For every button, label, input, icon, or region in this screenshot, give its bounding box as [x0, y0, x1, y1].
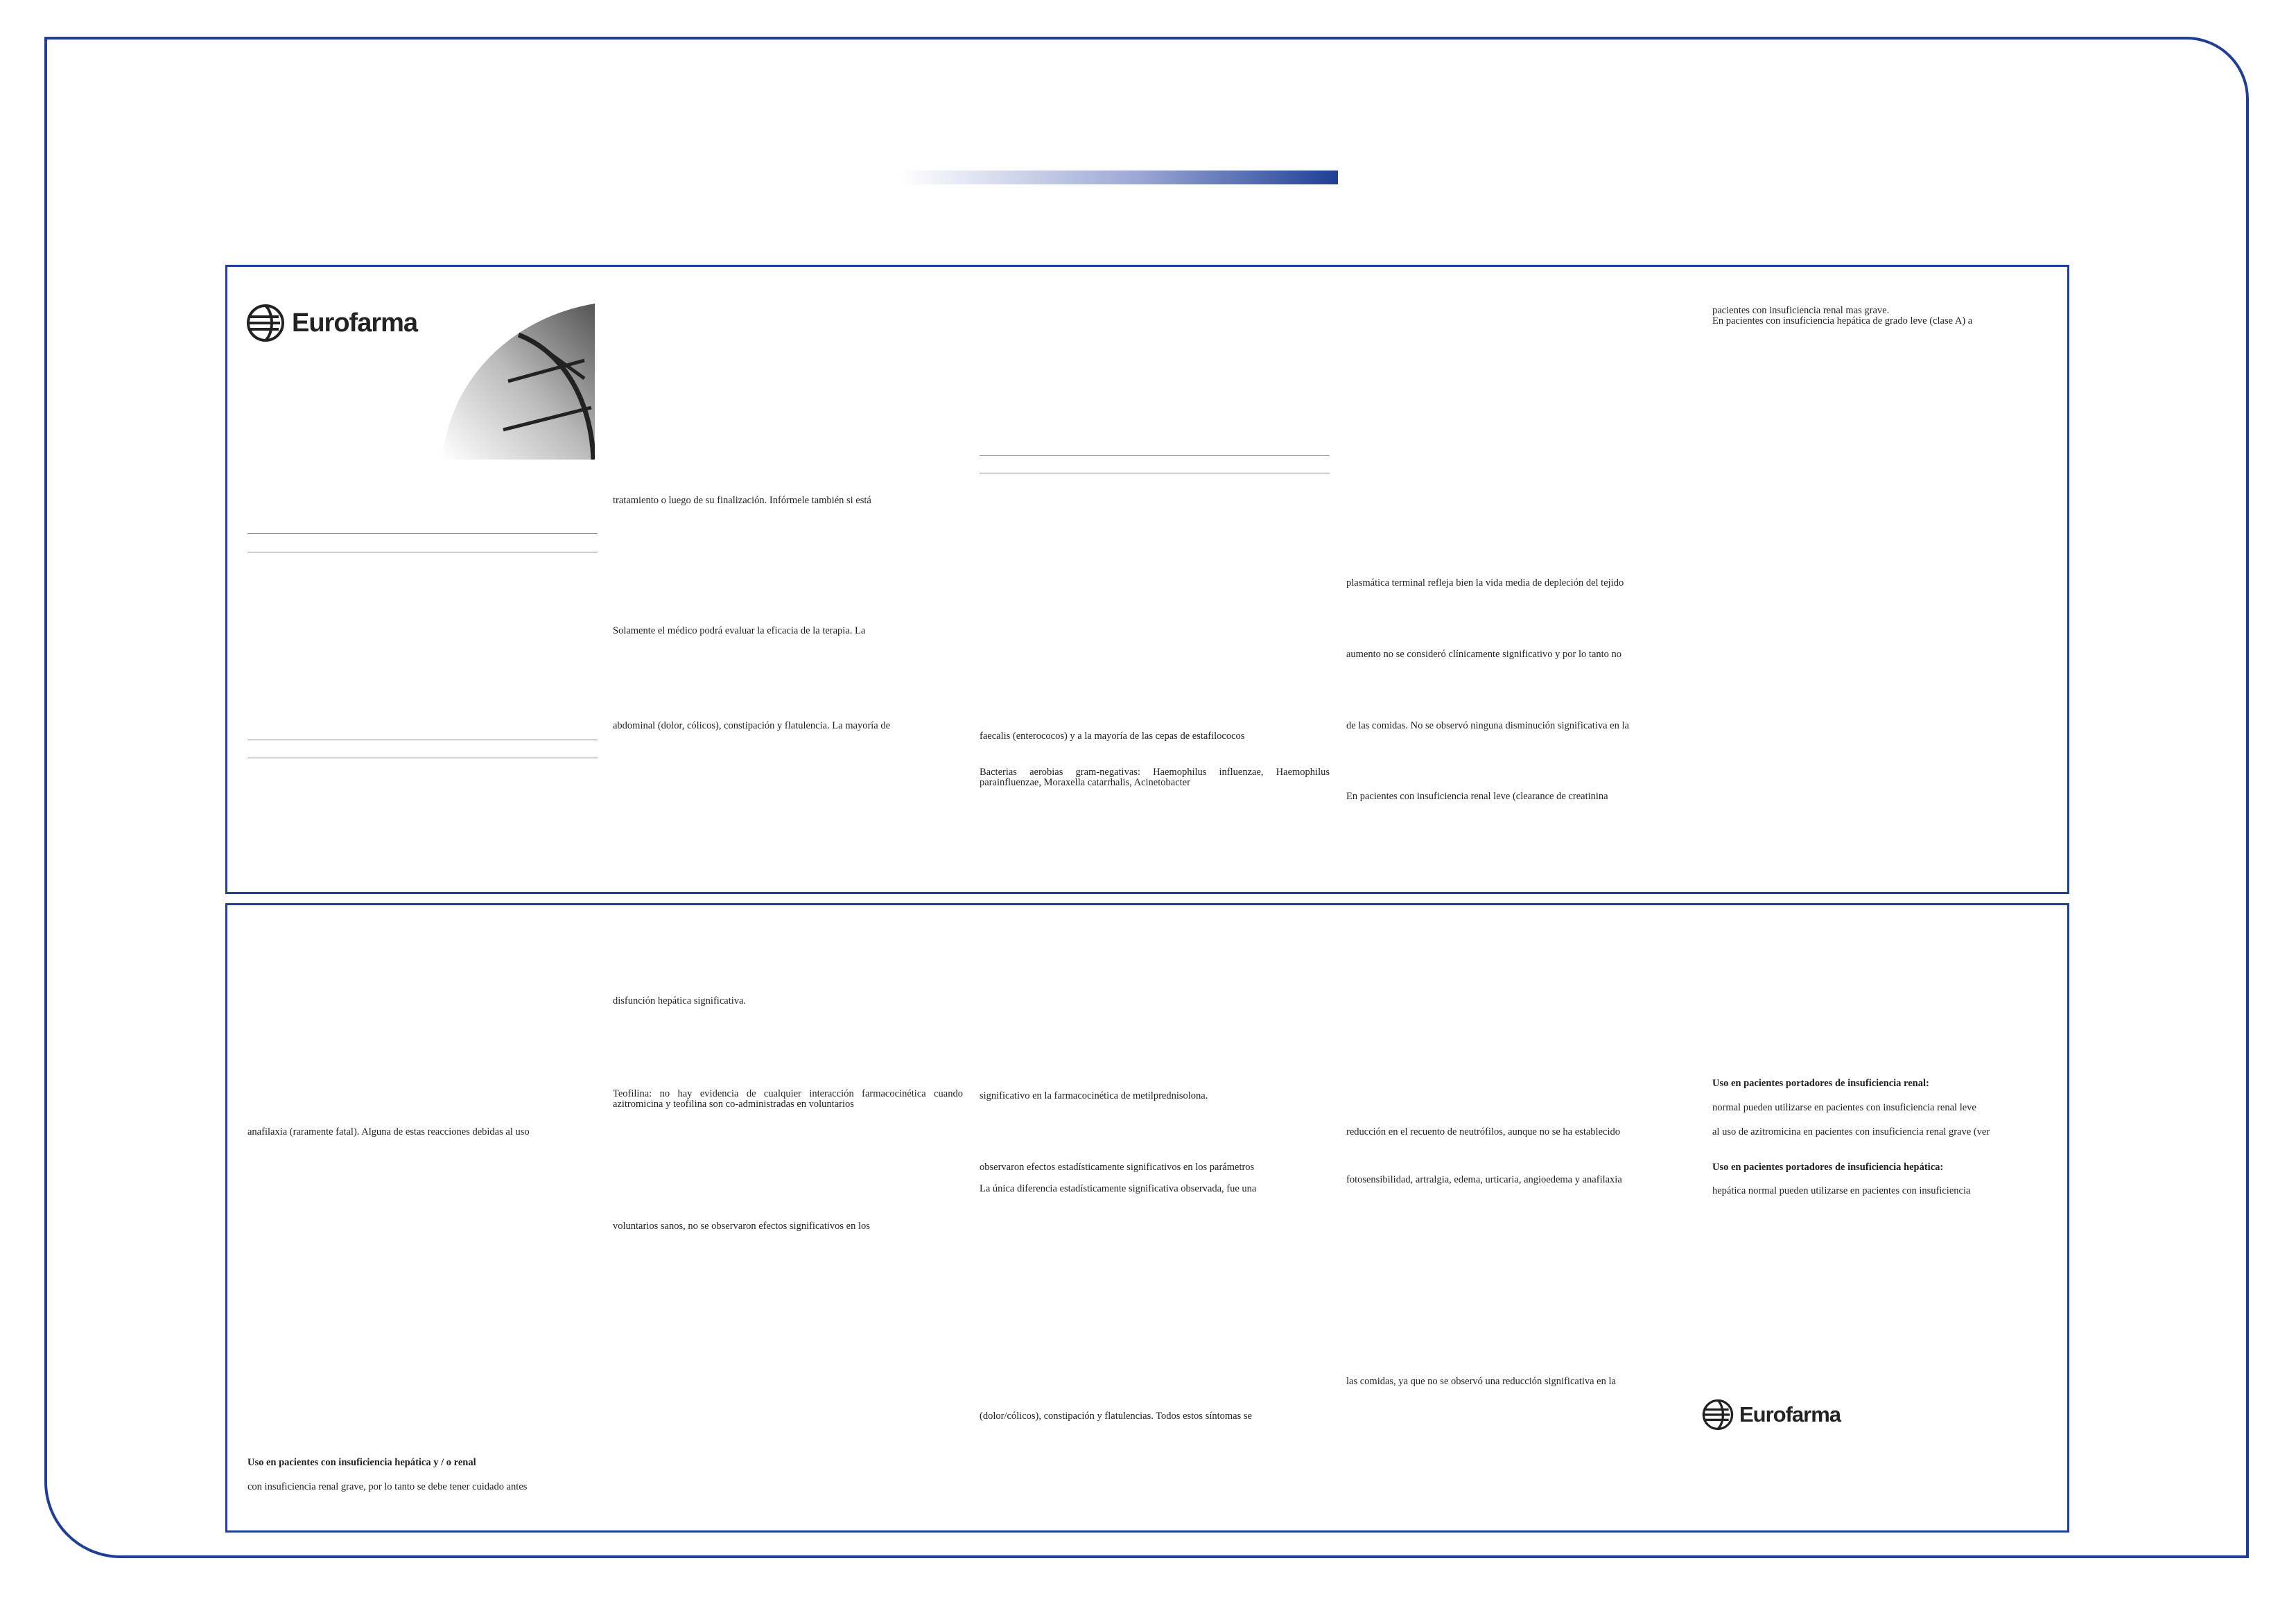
- divider-rule: [247, 533, 598, 534]
- text-line: abdominal (dolor, cólicos), constipación y flatulencia. La mayoría de: [613, 720, 891, 731]
- header-gradient-bar: [901, 171, 1338, 184]
- text-line: faecalis (enterococos) y a la mayoría de las cepas de estafilococos: [980, 731, 1245, 742]
- section-heading: Uso en pacientes portadores de insuficiencia renal:: [1712, 1078, 1929, 1089]
- text-paragraph: Bacterias aerobias gram-negativas: Haemophilus influenzae, Haemophilus parainfluenzae, Moraxella catarrhalis, Acinetobacter: [980, 767, 1330, 788]
- text-line: hepática normal pueden utilizarse en pacientes con insuficiencia: [1712, 1185, 1971, 1196]
- text-line: disfunción hepática significativa.: [613, 995, 747, 1006]
- text-line: anafilaxia (raramente fatal). Alguna de estas reacciones debidas al uso: [247, 1126, 530, 1137]
- eurofarma-logo-top: [246, 304, 417, 342]
- text-line: En pacientes con insuficiencia hepática de grado leve (clase A) a: [1712, 316, 1973, 326]
- text-line: reducción en el recuento de neutrófilos, aunque no se ha establecido: [1346, 1126, 1620, 1137]
- text-line: (dolor/cólicos), constipación y flatulencias. Todos estos síntomas se: [980, 1411, 1252, 1422]
- eurofarma-logo-bottom: [1702, 1399, 1841, 1431]
- text-line: aumento no se consideró clínicamente significativo y por lo tanto no: [1346, 649, 1622, 660]
- text-line: tratamiento o luego de su finalización. Infórmele también si está: [613, 495, 871, 506]
- text-line: La única diferencia estadísticamente significativa observada, fue una: [980, 1183, 1257, 1194]
- text-line: de las comidas. No se observó ninguna disminución significativa en la: [1346, 720, 1629, 731]
- text-line: normal pueden utilizarse en pacientes con insuficiencia renal leve: [1712, 1102, 1976, 1113]
- text-line: En pacientes con insuficiencia renal leve (clearance de creatinina: [1346, 791, 1608, 802]
- text-line: significativo en la farmacocinética de metilprednisolona.: [980, 1090, 1208, 1101]
- section-heading: Uso en pacientes con insuficiencia hepática y / o renal: [247, 1457, 476, 1468]
- text-line: al uso de azitromicina en pacientes con insuficiencia renal grave (ver: [1712, 1126, 1990, 1137]
- bottom-panel: [225, 903, 2069, 1533]
- section-heading: Uso en pacientes portadores de insuficiencia hepática:: [1712, 1162, 1944, 1173]
- eurofarma-globe-icon: [1702, 1399, 1734, 1431]
- logo-wordmark: Eurofarma: [1739, 1402, 1841, 1426]
- text-line: voluntarios sanos, no se observaron efectos significativos en los: [613, 1221, 870, 1232]
- globe-graphic-icon: [442, 304, 595, 460]
- text-line: observaron efectos estadísticamente significativos en los parámetros: [980, 1162, 1255, 1173]
- text-line: plasmática terminal refleja bien la vida media de depleción del tejido: [1346, 577, 1624, 588]
- text-line: las comidas, ya que no se observó una reducción significativa en la: [1346, 1376, 1616, 1387]
- logo-wordmark: Eurofarma: [292, 308, 418, 338]
- divider-rule: [980, 455, 1330, 456]
- eurofarma-globe-icon: [246, 304, 285, 342]
- text-line: fotosensibilidad, artralgia, edema, urticaria, angioedema y anafilaxia: [1346, 1174, 1622, 1185]
- text-paragraph: Teofilina: no hay evidencia de cualquier interacción farmacocinética cuando azitromicina y teofilina son co-administradas en voluntarios: [613, 1089, 963, 1110]
- text-line: con insuficiencia renal grave, por lo tanto se debe tener cuidado antes: [247, 1481, 528, 1492]
- text-line: Solamente el médico podrá evaluar la eficacia de la terapia. La: [613, 625, 866, 636]
- text-line: pacientes con insuficiencia renal mas grave.: [1712, 306, 1890, 316]
